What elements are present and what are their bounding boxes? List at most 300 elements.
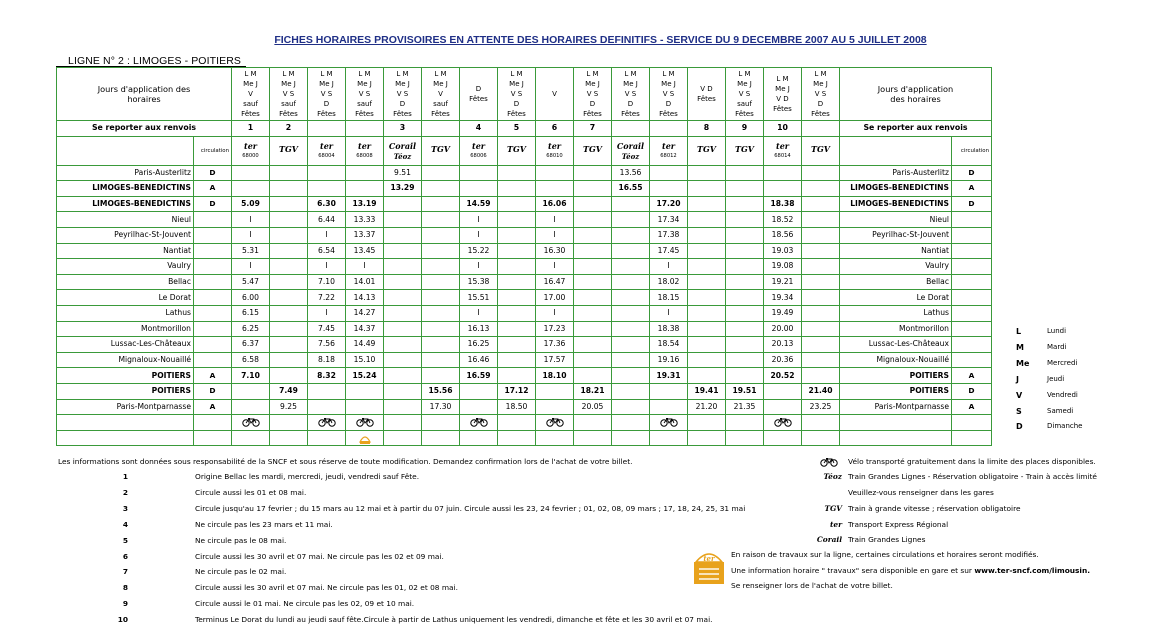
day-header-cell bbox=[346, 68, 384, 121]
station-name-right: Nieul bbox=[840, 212, 952, 228]
train-number: 68008 bbox=[356, 152, 373, 159]
time-cell bbox=[422, 259, 460, 275]
arr-dep-right bbox=[952, 259, 992, 275]
time-cell bbox=[612, 321, 650, 337]
time-cell bbox=[726, 212, 764, 228]
time-cell bbox=[498, 352, 536, 368]
day-code: V S bbox=[320, 90, 333, 98]
time-cell: 18.15 bbox=[650, 290, 688, 306]
table-row bbox=[57, 321, 992, 337]
station-name: Lathus bbox=[57, 305, 194, 321]
ter-label: ter bbox=[829, 520, 842, 529]
note-ref bbox=[612, 121, 650, 137]
time-cell: 13.29 bbox=[384, 181, 422, 197]
time-cell: I bbox=[536, 227, 574, 243]
website-link[interactable]: www.ter-sncf.com/limousin. bbox=[974, 566, 1091, 575]
time-cell bbox=[688, 337, 726, 353]
station-name: Lussac-Les-Châteaux bbox=[57, 337, 194, 353]
table-row bbox=[57, 212, 992, 228]
time-cell bbox=[726, 352, 764, 368]
day-code: L M bbox=[662, 70, 675, 78]
train-number: 68012 bbox=[660, 152, 677, 159]
note-ref: 4 bbox=[460, 121, 498, 137]
time-cell bbox=[384, 337, 422, 353]
time-cell bbox=[270, 181, 308, 197]
logo-cell bbox=[802, 430, 840, 446]
time-cell: I bbox=[346, 259, 384, 275]
legend-meaning: Mercredi bbox=[1047, 358, 1078, 367]
train-type-cell bbox=[612, 136, 650, 165]
note-number: 10 bbox=[117, 615, 128, 625]
time-cell bbox=[612, 274, 650, 290]
bike-cell bbox=[650, 415, 688, 431]
time-cell: 19.21 bbox=[764, 274, 802, 290]
logo-cell bbox=[574, 430, 612, 446]
time-cell: 19.41 bbox=[688, 383, 726, 399]
time-cell: 16.30 bbox=[536, 243, 574, 259]
station-name-right: Peyrilhac-St-Jouvent bbox=[840, 227, 952, 243]
time-cell bbox=[270, 227, 308, 243]
bike-icon bbox=[242, 417, 260, 427]
time-cell bbox=[802, 259, 840, 275]
time-cell: 21.35 bbox=[726, 399, 764, 415]
circulation-label-right: circulation bbox=[952, 136, 992, 165]
time-cell bbox=[460, 383, 498, 399]
station-name: POITIERS bbox=[57, 383, 194, 399]
time-cell: 6.25 bbox=[232, 321, 270, 337]
note-number: 4 bbox=[122, 519, 128, 529]
logo-cell bbox=[308, 430, 346, 446]
time-cell bbox=[232, 383, 270, 399]
time-cell bbox=[802, 196, 840, 212]
station-name-right: LIMOGES-BENEDICTINS bbox=[840, 181, 952, 197]
time-cell bbox=[422, 274, 460, 290]
time-cell bbox=[498, 227, 536, 243]
day-code: Fêtes bbox=[355, 110, 374, 118]
bike-icon bbox=[546, 417, 564, 427]
time-cell bbox=[536, 383, 574, 399]
day-code: Me J bbox=[357, 80, 372, 88]
day-code: Fêtes bbox=[659, 110, 678, 118]
arr-dep-right bbox=[952, 352, 992, 368]
arr-dep bbox=[194, 352, 232, 368]
time-cell bbox=[688, 321, 726, 337]
time-cell bbox=[688, 290, 726, 306]
note-number: 7 bbox=[122, 567, 128, 577]
blank-cell bbox=[952, 430, 992, 446]
time-cell: 7.56 bbox=[308, 337, 346, 353]
bike-cell bbox=[574, 415, 612, 431]
arr-dep: D bbox=[194, 165, 232, 181]
note-ref: 10 bbox=[764, 121, 802, 137]
legend-meaning: Mardi bbox=[1047, 342, 1067, 351]
time-cell bbox=[612, 227, 650, 243]
time-cell: I bbox=[308, 305, 346, 321]
time-cell: 5.31 bbox=[232, 243, 270, 259]
bike-cell bbox=[498, 415, 536, 431]
train-type-cell bbox=[422, 136, 460, 165]
bike-cell bbox=[536, 415, 574, 431]
day-code: sauf bbox=[737, 100, 752, 108]
note-text: Circule jusqu'au 17 fevrier ; du 15 mars au 12 mai et à partir du 07 juin. Circule aussi les 23, 24 fevrier ; 01, 02, 08, 09 mars ; 17, 18, 24, 25, 31 mai bbox=[195, 503, 746, 513]
time-cell bbox=[574, 181, 612, 197]
time-cell bbox=[498, 290, 536, 306]
time-cell: 8.18 bbox=[308, 352, 346, 368]
note-ref bbox=[422, 121, 460, 137]
day-code: L M bbox=[320, 70, 333, 78]
time-cell bbox=[574, 368, 612, 384]
time-cell bbox=[270, 305, 308, 321]
time-cell bbox=[270, 337, 308, 353]
train-subtype: Téoz bbox=[393, 151, 412, 161]
legend-code: L bbox=[1016, 327, 1022, 336]
table-row bbox=[57, 259, 992, 275]
train-type-cell bbox=[726, 136, 764, 165]
station-name-right: LIMOGES-BENEDICTINS bbox=[840, 196, 952, 212]
train-type-cell bbox=[232, 136, 270, 165]
time-cell: 20.05 bbox=[574, 399, 612, 415]
day-code: Fêtes bbox=[317, 110, 336, 118]
time-cell bbox=[650, 165, 688, 181]
time-cell bbox=[802, 243, 840, 259]
day-code: sauf bbox=[281, 100, 296, 108]
time-cell: 15.22 bbox=[460, 243, 498, 259]
logo-cell bbox=[764, 430, 802, 446]
time-cell: 6.58 bbox=[232, 352, 270, 368]
day-header-cell bbox=[574, 68, 612, 121]
station-name: Mignaloux-Nouaillé bbox=[57, 352, 194, 368]
train-type-cell bbox=[574, 136, 612, 165]
train-type-cell bbox=[460, 136, 498, 165]
tgv-label: TGV bbox=[824, 504, 842, 513]
time-cell bbox=[726, 290, 764, 306]
note-text: Circule aussi les 30 avril et 07 mai. Ne circule pas les 01, 02 et 08 mai. bbox=[195, 583, 458, 593]
arr-dep-right bbox=[952, 227, 992, 243]
time-cell: I bbox=[308, 259, 346, 275]
note-text: Ne circule pas le 08 mai. bbox=[195, 535, 287, 545]
legend-meaning: Samedi bbox=[1047, 406, 1074, 415]
arr-dep bbox=[194, 243, 232, 259]
time-cell bbox=[764, 181, 802, 197]
time-cell bbox=[232, 181, 270, 197]
day-code: L M bbox=[244, 70, 257, 78]
time-cell bbox=[574, 321, 612, 337]
time-cell bbox=[688, 243, 726, 259]
time-cell bbox=[384, 227, 422, 243]
bike-cell bbox=[270, 415, 308, 431]
day-header-cell bbox=[726, 68, 764, 121]
days-header-right: Jours d'application des horaires bbox=[840, 68, 992, 121]
train-subtype: Téoz bbox=[621, 151, 640, 161]
arr-dep bbox=[194, 259, 232, 275]
time-cell: 18.10 bbox=[536, 368, 574, 384]
time-cell bbox=[384, 290, 422, 306]
day-code: sauf bbox=[433, 100, 448, 108]
blank-cell bbox=[194, 415, 232, 431]
table-row bbox=[57, 352, 992, 368]
bike-cell bbox=[802, 415, 840, 431]
station-name-right: Lathus bbox=[840, 305, 952, 321]
logo-cell bbox=[270, 430, 308, 446]
time-cell bbox=[498, 243, 536, 259]
time-cell bbox=[270, 212, 308, 228]
time-cell bbox=[384, 321, 422, 337]
day-code: V bbox=[438, 90, 443, 98]
train-number: 68006 bbox=[470, 152, 487, 159]
table-row bbox=[57, 383, 992, 399]
station-name: Paris-Austerlitz bbox=[57, 165, 194, 181]
time-cell bbox=[422, 227, 460, 243]
station-name: Le Dorat bbox=[57, 290, 194, 306]
time-cell bbox=[574, 196, 612, 212]
time-cell bbox=[422, 337, 460, 353]
bike-cell bbox=[384, 415, 422, 431]
day-code: Me J bbox=[661, 80, 676, 88]
time-cell bbox=[802, 165, 840, 181]
time-cell: 6.30 bbox=[308, 196, 346, 212]
note-ref: 3 bbox=[384, 121, 422, 137]
note-ref: 6 bbox=[536, 121, 574, 137]
teoz-note: Train Grandes Lignes - Réservation obligatoire - Train à accès limité bbox=[848, 472, 1097, 481]
day-code: Fêtes bbox=[735, 110, 754, 118]
day-code: V S bbox=[814, 90, 827, 98]
day-code: Fêtes bbox=[583, 110, 602, 118]
time-cell: 18.38 bbox=[650, 321, 688, 337]
bike-cell bbox=[308, 415, 346, 431]
time-cell bbox=[422, 368, 460, 384]
time-cell: 16.46 bbox=[460, 352, 498, 368]
ter-note: Transport Express Régional bbox=[848, 520, 949, 529]
time-cell: 19.34 bbox=[764, 290, 802, 306]
time-cell: 7.10 bbox=[232, 368, 270, 384]
train-type: TGV bbox=[735, 144, 754, 155]
time-cell: 17.38 bbox=[650, 227, 688, 243]
time-cell bbox=[612, 305, 650, 321]
note-ref bbox=[650, 121, 688, 137]
bike-cell bbox=[688, 415, 726, 431]
time-cell bbox=[536, 181, 574, 197]
day-code: Fêtes bbox=[507, 110, 526, 118]
time-cell bbox=[612, 368, 650, 384]
time-cell: 5.47 bbox=[232, 274, 270, 290]
bike-cell bbox=[460, 415, 498, 431]
day-code: L M bbox=[282, 70, 295, 78]
time-cell: 6.37 bbox=[232, 337, 270, 353]
time-cell: 7.10 bbox=[308, 274, 346, 290]
day-code: Fêtes bbox=[241, 110, 260, 118]
day-code: Fêtes bbox=[393, 110, 412, 118]
time-cell bbox=[802, 352, 840, 368]
day-code: Fêtes bbox=[621, 110, 640, 118]
station-name-right: POITIERS bbox=[840, 368, 952, 384]
time-cell bbox=[688, 259, 726, 275]
note-text: Ne circule pas le 02 mai. bbox=[195, 567, 287, 577]
tgv-note: Train à grande vitesse ; réservation obligatoire bbox=[848, 504, 1021, 513]
table-row bbox=[57, 337, 992, 353]
note-ref: 7 bbox=[574, 121, 612, 137]
time-cell bbox=[270, 290, 308, 306]
legend-code: M bbox=[1016, 342, 1024, 352]
logo-cell bbox=[498, 430, 536, 446]
time-cell: 17.57 bbox=[536, 352, 574, 368]
time-cell bbox=[384, 243, 422, 259]
time-cell bbox=[802, 337, 840, 353]
time-cell bbox=[308, 399, 346, 415]
time-cell: 20.00 bbox=[764, 321, 802, 337]
time-cell bbox=[802, 274, 840, 290]
time-cell bbox=[688, 227, 726, 243]
time-cell: 7.49 bbox=[270, 383, 308, 399]
time-cell: I bbox=[536, 305, 574, 321]
bike-cell bbox=[232, 415, 270, 431]
bike-note bbox=[820, 457, 1096, 467]
time-cell: 17.30 bbox=[422, 399, 460, 415]
time-cell bbox=[422, 181, 460, 197]
note-number: 5 bbox=[122, 535, 128, 545]
time-cell bbox=[688, 368, 726, 384]
time-cell: 18.54 bbox=[650, 337, 688, 353]
time-cell: I bbox=[232, 212, 270, 228]
time-cell bbox=[498, 368, 536, 384]
time-cell: 19.03 bbox=[764, 243, 802, 259]
day-code: Me J bbox=[433, 80, 448, 88]
time-cell bbox=[346, 399, 384, 415]
day-code: V bbox=[552, 90, 557, 98]
table-row bbox=[57, 181, 992, 197]
day-code: V bbox=[248, 90, 253, 98]
note-ref bbox=[308, 121, 346, 137]
day-code: D bbox=[817, 100, 824, 108]
day-header-cell bbox=[650, 68, 688, 121]
train-type: ter bbox=[320, 140, 333, 151]
corail-label: Corail bbox=[816, 535, 842, 544]
time-cell bbox=[422, 321, 460, 337]
time-cell: 17.20 bbox=[650, 196, 688, 212]
bike-cell bbox=[346, 415, 384, 431]
legend-item bbox=[1016, 422, 1156, 436]
arr-dep: A bbox=[194, 181, 232, 197]
time-cell: 19.49 bbox=[764, 305, 802, 321]
time-cell bbox=[802, 290, 840, 306]
time-cell: 17.00 bbox=[536, 290, 574, 306]
time-cell bbox=[422, 305, 460, 321]
table-row bbox=[57, 305, 992, 321]
time-cell bbox=[726, 337, 764, 353]
arr-dep bbox=[194, 212, 232, 228]
day-code: L M bbox=[814, 70, 827, 78]
station-name-right: Montmorillon bbox=[840, 321, 952, 337]
day-code: V S bbox=[586, 90, 599, 98]
station-name-right: Paris-Montparnasse bbox=[840, 399, 952, 415]
day-code: Me J bbox=[395, 80, 410, 88]
train-number: 68014 bbox=[774, 152, 791, 159]
day-code: L M bbox=[358, 70, 371, 78]
arr-dep-right: D bbox=[952, 196, 992, 212]
time-cell bbox=[802, 227, 840, 243]
time-cell bbox=[498, 321, 536, 337]
days-header: Jours d'application des horaires bbox=[57, 68, 232, 121]
station-name: LIMOGES-BENEDICTINS bbox=[57, 181, 194, 197]
train-number: 68010 bbox=[546, 152, 563, 159]
legend-meaning: Lundi bbox=[1047, 327, 1067, 335]
bike-note-text: Vélo transporté gratuitement dans la limite des places disponibles. bbox=[848, 457, 1096, 466]
note-number: 1 bbox=[122, 472, 128, 481]
time-cell: 14.27 bbox=[346, 305, 384, 321]
station-name-right: POITIERS bbox=[840, 383, 952, 399]
time-cell bbox=[422, 165, 460, 181]
bike-icon bbox=[820, 457, 838, 467]
time-cell bbox=[308, 165, 346, 181]
time-cell: 18.56 bbox=[764, 227, 802, 243]
train-type: ter bbox=[776, 140, 789, 151]
time-cell: I bbox=[536, 259, 574, 275]
bike-icon bbox=[356, 417, 374, 427]
train-type-cell bbox=[498, 136, 536, 165]
time-cell: 14.37 bbox=[346, 321, 384, 337]
day-code: Me J bbox=[509, 80, 524, 88]
time-cell bbox=[498, 196, 536, 212]
time-cell bbox=[612, 243, 650, 259]
arr-dep-right bbox=[952, 290, 992, 306]
legend-item bbox=[1016, 391, 1156, 405]
logo-cell bbox=[536, 430, 574, 446]
train-type-cell bbox=[764, 136, 802, 165]
day-header-cell bbox=[764, 68, 802, 121]
legend-item bbox=[1016, 375, 1156, 389]
time-cell bbox=[574, 337, 612, 353]
blank-cell bbox=[840, 430, 952, 446]
bike-icon bbox=[470, 417, 488, 427]
time-cell bbox=[384, 305, 422, 321]
time-cell: 15.51 bbox=[460, 290, 498, 306]
blank-cell bbox=[840, 415, 952, 431]
logo-cell bbox=[726, 430, 764, 446]
train-type: ter bbox=[244, 140, 257, 151]
time-cell: 17.45 bbox=[650, 243, 688, 259]
logo-cell bbox=[232, 430, 270, 446]
logo-cell bbox=[650, 430, 688, 446]
ter-logo-icon bbox=[694, 546, 724, 584]
bike-icon bbox=[774, 417, 792, 427]
time-cell: 13.33 bbox=[346, 212, 384, 228]
time-cell: 16.06 bbox=[536, 196, 574, 212]
train-type: TGV bbox=[697, 144, 716, 155]
svg-text:ter: ter bbox=[703, 554, 715, 563]
legend-item bbox=[1016, 343, 1156, 357]
logo-cell bbox=[688, 430, 726, 446]
time-cell: 6.44 bbox=[308, 212, 346, 228]
logo-cell bbox=[422, 430, 460, 446]
note-ref bbox=[346, 121, 384, 137]
note-text: Ne circule pas les 23 mars et 11 mai. bbox=[195, 519, 333, 529]
note-ref: 1 bbox=[232, 121, 270, 137]
time-cell: 15.56 bbox=[422, 383, 460, 399]
train-type: TGV bbox=[583, 144, 602, 155]
arr-dep-right: A bbox=[952, 368, 992, 384]
time-cell bbox=[270, 368, 308, 384]
time-cell bbox=[308, 383, 346, 399]
time-cell bbox=[726, 165, 764, 181]
day-header-cell bbox=[232, 68, 270, 121]
teoz-note-2: Veuillez-vous renseigner dans les gares bbox=[848, 488, 994, 497]
time-cell bbox=[498, 305, 536, 321]
arr-dep bbox=[194, 274, 232, 290]
time-cell bbox=[688, 352, 726, 368]
train-type: ter bbox=[662, 140, 675, 151]
legend-meaning: Dimanche bbox=[1047, 422, 1083, 431]
train-type-cell bbox=[346, 136, 384, 165]
legend-item bbox=[1016, 327, 1156, 341]
